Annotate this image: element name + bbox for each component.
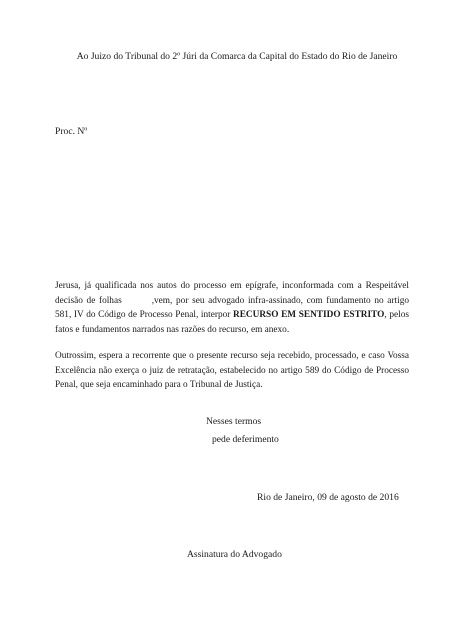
appeal-type-bold: RECURSO EM SENTIDO ESTRITO	[233, 310, 385, 321]
petition-paragraph-2: Outrossim, espera a recorrente que o presente recurso seja recebido, processado, e caso Vossa Excelência não exerça o juiz de retratação, estabelecido no artigo 589 do Código de Processo Penal, que seja encaminhado para o Tribunal de Justiça.	[55, 351, 409, 391]
closing-line-1: Nesses termos	[206, 416, 262, 427]
petition-paragraph-1	[55, 279, 409, 337]
place-and-date: Rio de Janeiro, 09 de agosto de 2016	[257, 492, 399, 503]
closing-line-2: pede deferimento	[212, 434, 279, 445]
lawyer-signature-line: Assinatura do Advogado	[187, 549, 282, 560]
p1-text-middle: ,vem, por seu advogado infra-assinado, com fundamento no artigo 581, IV do Código de Processo Penal, interpor	[55, 295, 409, 321]
p1-text-start: Jerusa, já qualificada nos autos do processo em epígrafe, inconformada com a Respeitável decisão de folhas	[55, 281, 409, 306]
addressee-heading: Ao Juizo do Tribunal do 2º Júri da Comarca da Capital do Estado do Rio de Janeiro	[76, 51, 398, 62]
process-number-label: Proc. Nº	[55, 126, 88, 137]
p1-text-end: , pelos fatos e fundamentos narrados nas razões do recurso, em anexo.	[55, 310, 409, 335]
